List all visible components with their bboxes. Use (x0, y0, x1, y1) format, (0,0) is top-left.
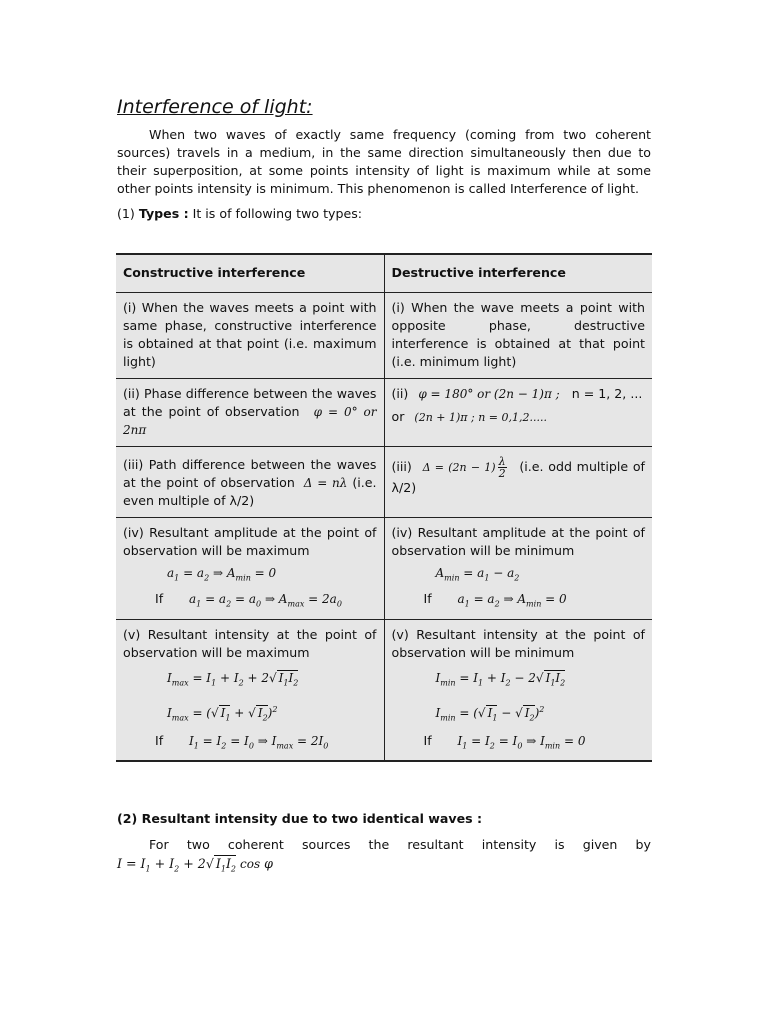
intro-text: When two waves of exactly same frequency (coming from two coherent sources) travels in a medium, in the same direction simultaneously then due to their superposition, at some points intensity of light is maximum while at some other points intensity is minimum. This phenomenon is called Interference of light. (117, 127, 651, 196)
cell-destructive-i: (i) When the wave meets a point with opposite phase, destructive interference is obtained at that point (i.e. minimum light) (384, 293, 652, 379)
amplitude-eq-2: If $a_1 = a_2$ ⇒ $A_{min} = 0$ (392, 586, 646, 612)
intensity-text: (v) Resultant intensity at the point of observation will be minimum (391, 627, 645, 660)
amplitude-eq-2: If $a_1 = a_2 = a_0$ ⇒ $A_{max} = 2a_0$ (123, 586, 377, 612)
cell-destructive-v (384, 620, 652, 762)
comparison-table (116, 253, 652, 762)
resultant-intensity-formula: $I = I_1 + I_2 + 2√$ $I_1I_2$ cos φ (117, 856, 273, 874)
cell-constructive-ii (116, 379, 384, 447)
if-label: If (423, 733, 432, 748)
table-header-row (116, 254, 652, 293)
path-diff-text: (iii) Path difference between the waves at the point of observation (123, 457, 377, 490)
intensity-eq-3: If $I_1 = I_2 = I_0$ ⇒ $I_{max} = 2I_0$ (123, 726, 377, 756)
phase-diff-text: (ii) Phase difference between the waves at the point of observation (123, 386, 377, 419)
intensity-eq-2: $I_{min}$ = (√ $I_1$ − √ $I_2)^2$ (435, 705, 545, 723)
path-diff-note: (i.e. odd multiple of λ/2) (391, 459, 645, 495)
row-label: (ii) (391, 386, 409, 401)
path-diff-note: (i.e. even multiple of λ/2) (123, 475, 377, 508)
table-row (116, 293, 652, 379)
table-row (116, 379, 652, 447)
cell-constructive-i: (i) When the waves meets a point with same phase, constructive interference is obtained at that point (i.e. maximum light) (116, 293, 384, 379)
intensity-eq-1: $I_{max} = I_1 + I_2 + 2√$ $I_1I_2$ (167, 671, 299, 688)
path-diff-eq: Δ = (2n − 1) (422, 461, 496, 474)
intensity-text: (v) Resultant intensity at the point of observation will be maximum (123, 627, 377, 660)
intensity-eq-1: $I_{min} = I_1 + I_2 - 2√$ $I_1I_2$ (435, 671, 566, 688)
n-values: n = 1, 2, ... (571, 386, 643, 401)
intensity-eq-3: If $I_1 = I_2 = I_0$ ⇒ $I_{min} = 0$ (392, 726, 646, 756)
phase-diff-eq: φ = 180° or (2n − 1)π ; (418, 387, 560, 401)
frac-numerator: λ (498, 455, 506, 468)
intensity-eq-2: $I_{max}$ = (√ $I_1$ + √ $I_2)^2$ (167, 705, 278, 723)
section-2-title: (2) Resultant intensity due to two identical waves : (117, 811, 483, 826)
types-line (117, 206, 362, 221)
cell-destructive-ii (384, 379, 652, 447)
amplitude-eq-1: $a_1 = a_2$ ⇒ $A_{min} = 0$ (167, 566, 277, 583)
types-label: Types : (138, 206, 189, 221)
header-constructive: Constructive interference (116, 254, 384, 293)
cell-constructive-iv (116, 518, 384, 620)
cell-constructive-iii (116, 447, 384, 518)
table-row (116, 620, 652, 762)
if-label: If (155, 733, 164, 748)
section-2-text: For two coherent sources the resultant intensity is given by (149, 837, 651, 852)
row-label: (iii) (391, 459, 412, 474)
section-2-paragraph (117, 836, 651, 854)
lambda-over-two (498, 456, 507, 479)
header-destructive: Destructive interference (384, 254, 652, 293)
intro-paragraph (117, 126, 651, 198)
if-label: If (423, 591, 432, 606)
types-text: It is of following two types: (192, 206, 363, 221)
amplitude-eq-1: $A_{min} = a_1 - a_2$ (435, 566, 520, 583)
path-diff-eq: Δ = nλ (303, 476, 348, 490)
cell-destructive-iv (384, 518, 652, 620)
phase-diff-eq-alt: (2n + 1)π ; n = 0,1,2..... (414, 411, 547, 424)
amplitude-text: (iv) Resultant amplitude at the point of observation will be maximum (123, 525, 377, 558)
amplitude-text: (iv) Resultant amplitude at the point of observation will be minimum (391, 525, 645, 558)
types-number: (1) (117, 206, 135, 221)
table-row (116, 447, 652, 518)
section-2-heading (117, 811, 482, 826)
page-title: Interference of light: (117, 96, 313, 118)
phase-diff-eq: φ = 0° or 2nπ (123, 405, 377, 437)
cell-destructive-iii (384, 447, 652, 518)
or-label: or (391, 409, 405, 424)
table-row (116, 518, 652, 620)
cell-constructive-v (116, 620, 384, 762)
if-label: If (155, 591, 164, 606)
frac-denominator: 2 (498, 467, 506, 480)
